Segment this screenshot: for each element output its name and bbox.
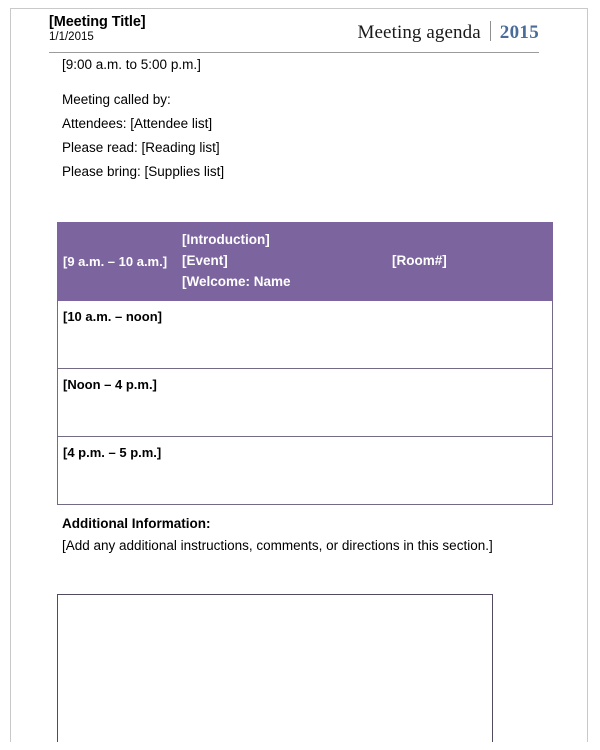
meeting-called-by[interactable]: Meeting called by: xyxy=(62,92,171,107)
meeting-please-bring[interactable]: Please bring: [Supplies list] xyxy=(62,164,225,179)
agenda-cell-room[interactable] xyxy=(392,223,553,301)
additional-information-heading: Additional Information: xyxy=(62,516,211,531)
agenda-cell-time[interactable] xyxy=(58,437,553,505)
notes-box[interactable] xyxy=(57,594,493,742)
additional-information-body[interactable]: [Add any additional instructions, comments, or directions in this section.] xyxy=(62,538,493,553)
agenda-cell-time[interactable] xyxy=(58,223,177,301)
agenda-event-line-2: [Event] xyxy=(182,253,228,268)
meeting-please-read[interactable]: Please read: [Reading list] xyxy=(62,140,220,155)
agenda-table xyxy=(57,222,553,505)
agenda-cell-time[interactable] xyxy=(58,301,553,369)
agenda-label: Meeting agenda xyxy=(357,22,481,43)
agenda-cell-time[interactable] xyxy=(58,369,553,437)
header-title-block xyxy=(49,14,146,44)
agenda-time-label: [9 a.m. – 10 a.m.] xyxy=(63,254,168,269)
agenda-time-label: [10 a.m. – noon] xyxy=(63,309,162,324)
agenda-row-highlighted[interactable] xyxy=(58,223,553,301)
agenda-row[interactable] xyxy=(58,369,553,437)
header-divider xyxy=(490,21,491,41)
meeting-title[interactable]: [Meeting Title] xyxy=(49,14,146,30)
meeting-info-block xyxy=(62,55,532,184)
header-agenda-block xyxy=(358,18,539,44)
meeting-date[interactable]: 1/1/2015 xyxy=(49,31,94,43)
agenda-time-label: [Noon – 4 p.m.] xyxy=(63,377,157,392)
additional-information-section xyxy=(62,514,532,559)
document-page xyxy=(10,8,588,742)
agenda-row[interactable] xyxy=(58,301,553,369)
agenda-year[interactable]: 2015 xyxy=(499,22,539,43)
meeting-attendees[interactable]: Attendees: [Attendee list] xyxy=(62,116,213,131)
agenda-room-label: [Room#] xyxy=(392,253,447,268)
meeting-hours[interactable]: [9:00 a.m. to 5:00 p.m.] xyxy=(62,57,201,72)
agenda-cell-event[interactable] xyxy=(177,223,392,301)
document-header xyxy=(49,11,539,53)
agenda-event-line-1: [Introduction] xyxy=(182,232,270,247)
agenda-time-label: [4 p.m. – 5 p.m.] xyxy=(63,445,162,460)
agenda-event-line-3: [Welcome: Name xyxy=(182,274,291,289)
agenda-row[interactable] xyxy=(58,437,553,505)
